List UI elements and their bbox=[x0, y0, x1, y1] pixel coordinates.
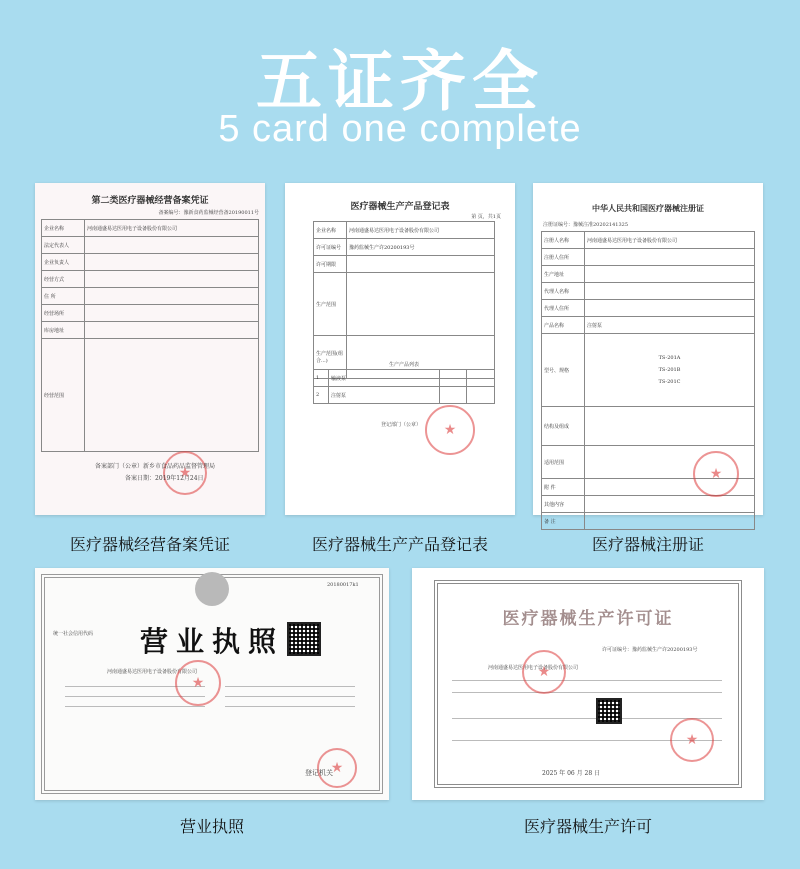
doc5-date: 2025 年 06 月 28 日 bbox=[542, 770, 601, 777]
doc4-reg-org: 登记机关 bbox=[305, 769, 333, 777]
business-license-image bbox=[35, 568, 389, 800]
doc3-company: 河南通盛易达医用电子设备股份有限公司 bbox=[585, 232, 755, 249]
doc1-footer-dept: 备案部门（公章）新乡市食品药品监督管理局 bbox=[95, 463, 216, 470]
doc2-table-title: 生产产品列表 bbox=[388, 362, 419, 368]
doc3-seal bbox=[693, 451, 739, 497]
doc5-permit: 许可证编号：豫药监械生产许20200193号 bbox=[602, 647, 698, 653]
doc1-table: 企业名称 河南通盛易达医用电子设备股份有限公司 法定代表人 企业负责人 经营方式 住 所 经营场所 库房地址 经营范围 bbox=[41, 219, 259, 452]
business-record-certificate-image bbox=[35, 183, 265, 515]
doc2-row1: 输液泵 bbox=[329, 370, 440, 387]
doc2-table: 企业名称 河南通盛易达医用电子设备股份有限公司 许可证编号 豫药监械生产许20200193号 许可期限 生产范围 生产范围(组合...) bbox=[313, 221, 495, 379]
doc2-company: 河南通盛易达医用电子设备股份有限公司 bbox=[347, 222, 495, 239]
caption-business-license: 营业执照 bbox=[179, 817, 244, 836]
doc2-permit: 豫药监械生产许20200193号 bbox=[347, 239, 495, 256]
page-title-cn: 五证齐全 bbox=[256, 43, 544, 120]
doc1-record-no: 备案编号：豫新食药监械经营备20190011号 bbox=[158, 210, 259, 216]
doc4-seal-a bbox=[175, 660, 221, 706]
registration-certificate-image bbox=[533, 183, 763, 525]
caption-production-permit: 医疗器械生产许可 bbox=[523, 817, 652, 836]
doc2-product-table: 1 输液泵 2 注射泵 bbox=[313, 369, 495, 404]
doc3-model-c: TS-201C bbox=[658, 379, 681, 385]
doc2-footer: 登记部门（公章） bbox=[381, 422, 422, 428]
caption-registration-certificate: 医疗器械注册证 bbox=[591, 535, 704, 554]
doc4-title: 营业执照 bbox=[139, 625, 284, 658]
doc1-title: 第二类医疗器械经营备案凭证 bbox=[91, 196, 209, 206]
doc3-model-a: TS-201A bbox=[658, 355, 681, 361]
doc5-qr-code bbox=[596, 698, 622, 724]
doc3-table: 注册人名称 河南通盛易达医用电子设备股份有限公司 注册人住所 生产地址 代理人名称 代理人住所 产品名称 注射泵 型号、规格 TS-201A TS-201B TS-201C 结构及组成 适用范围 附 件 其他内容 备 注 bbox=[541, 231, 755, 530]
doc1-company: 河南通盛易达医用电子设备股份有限公司 bbox=[85, 220, 259, 237]
product-registration-form-image bbox=[285, 183, 515, 515]
doc4-credit-label: 统一社会信用代码 bbox=[53, 631, 94, 637]
doc3-title: 中华人民共和国医疗器械注册证 bbox=[592, 203, 704, 213]
national-emblem-icon bbox=[195, 572, 229, 606]
doc2-seal bbox=[425, 405, 475, 455]
doc5-title: 医疗器械生产许可证 bbox=[502, 609, 674, 629]
doc1-footer-date: 备案日期：2019年12月24日 bbox=[125, 475, 204, 482]
doc4-serial: 20180017k1 bbox=[327, 582, 359, 588]
page-title-en: 5 card one complete bbox=[218, 108, 582, 150]
doc3-reg-no: 注册证编号：豫械注准20202141325 bbox=[543, 222, 628, 228]
doc3-product: 注射泵 bbox=[585, 317, 755, 334]
doc2-page: 第 页，共1页 bbox=[471, 214, 501, 220]
doc2-title: 医疗器械生产产品登记表 bbox=[350, 202, 450, 212]
doc4-company: 河南通盛易达医用电子设备股份有限公司 bbox=[107, 669, 198, 675]
doc5-company: 河南通盛易达医用电子设备股份有限公司 bbox=[488, 665, 579, 671]
caption-registration-form: 医疗器械生产产品登记表 bbox=[311, 535, 488, 554]
doc5-seal-b bbox=[670, 718, 714, 762]
caption-record-certificate: 医疗器械经营备案凭证 bbox=[69, 535, 230, 554]
doc5-seal-a bbox=[522, 650, 566, 694]
doc3-model-b: TS-201B bbox=[658, 367, 681, 373]
doc2-row2: 注射泵 bbox=[329, 387, 440, 404]
production-permit-image bbox=[412, 568, 764, 800]
doc4-qr-code bbox=[287, 622, 321, 656]
